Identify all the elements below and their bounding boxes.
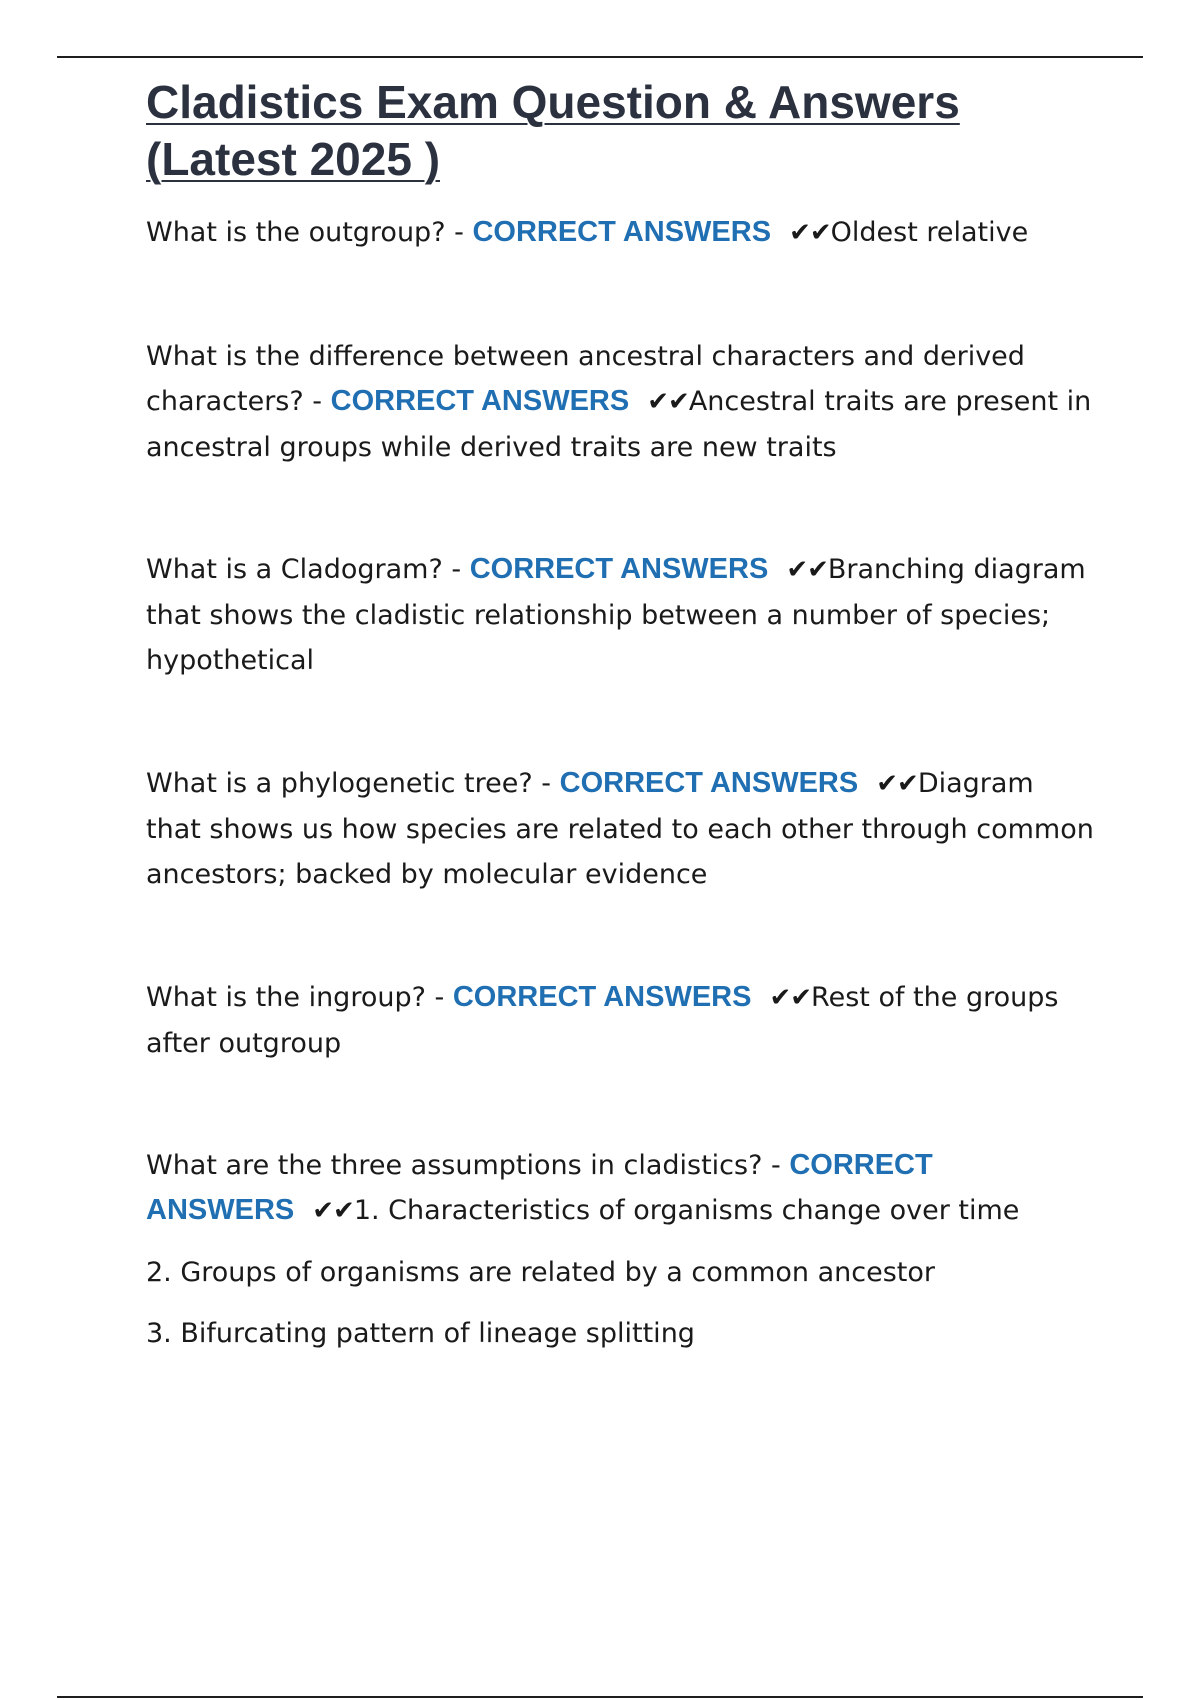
question-text: What is the ingroup? (146, 982, 426, 1013)
check-mark-icon: ✔✔ (647, 387, 689, 417)
qa-item (146, 761, 1096, 897)
qa-item (146, 210, 1096, 256)
separator: - (762, 1150, 790, 1181)
answer-text: Oldest relative (830, 217, 1029, 248)
separator: - (532, 768, 560, 799)
separator: - (303, 386, 331, 417)
qa-item (146, 975, 1096, 1066)
bottom-rule (57, 1696, 1143, 1698)
page-title: Cladistics Exam Question & Answers (Latest 2025 ) (146, 76, 960, 185)
check-mark-icon: ✔✔ (786, 555, 828, 585)
separator: - (445, 217, 473, 248)
answer-text: 1. Characteristics of organisms change over time (353, 1195, 1020, 1226)
correct-answers-label: CORRECT ANSWERS (452, 981, 752, 1013)
check-mark-icon: ✔✔ (769, 983, 812, 1013)
correct-answers-label: CORRECT ANSWERS (472, 216, 772, 248)
answer-text: Ancestral traits are present in ancestral groups while derived traits are new traits (146, 386, 1092, 463)
correct-answers-label: CORRECT ANSWERS (146, 1149, 933, 1226)
question-text: What is a Cladogram? (146, 554, 443, 585)
answer-list-item: 2. Groups of organisms are related by a common ancestor (146, 1257, 935, 1288)
check-mark-icon: ✔✔ (789, 218, 831, 248)
question-text: What is a phylogenetic tree? (146, 768, 533, 799)
answer-list-item: 3. Bifurcating pattern of lineage splitting (146, 1318, 695, 1349)
qa-item (146, 1143, 1096, 1356)
correct-answers-label: CORRECT ANSWERS (559, 767, 859, 799)
check-mark-icon: ✔✔ (876, 769, 918, 799)
answer-text: Rest of the groups after outgroup (146, 982, 1059, 1059)
correct-answers-label: CORRECT ANSWERS (469, 553, 769, 585)
answer-text: Branching diagram that shows the cladistic relationship between a number of species; hypothetical (146, 554, 1086, 676)
question-text: What is the difference between ancestral characters and derived characters? (146, 341, 1025, 417)
top-rule (57, 56, 1143, 58)
question-text: What is the outgroup? (146, 217, 446, 248)
correct-answers-label: CORRECT ANSWERS (330, 385, 630, 417)
qa-item (146, 547, 1096, 683)
question-text: What are the three assumptions in cladistics? (146, 1150, 763, 1181)
separator: - (425, 982, 453, 1013)
check-mark-icon: ✔✔ (312, 1196, 354, 1226)
qa-item (146, 334, 1096, 470)
answer-text: Diagram that shows us how species are related to each other through common ancestors; backed by molecular evidence (146, 768, 1094, 890)
separator: - (442, 554, 470, 585)
